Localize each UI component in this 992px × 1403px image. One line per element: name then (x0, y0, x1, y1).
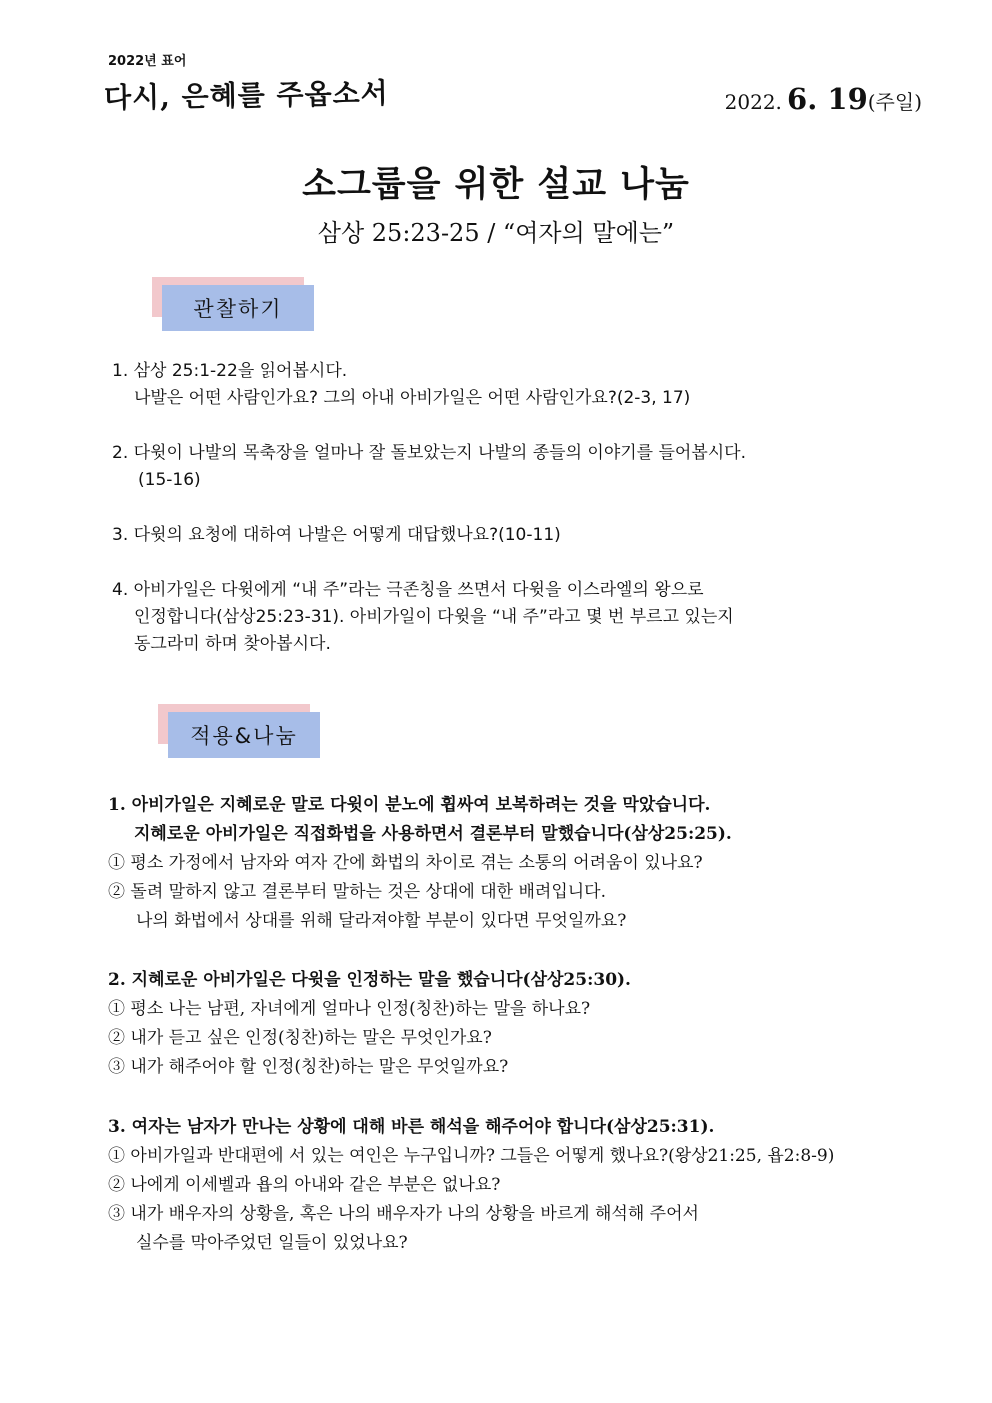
apply-question: ① 평소 나는 남편, 자녀에게 얼마나 인정(칭찬)하는 말을 하나요? (108, 999, 591, 1019)
apply-question-cont: 나의 화법에서 상대를 위해 달라져야할 부분이 있다면 무엇일까요? (136, 911, 627, 931)
apply-question: ① 평소 가정에서 남자와 여자 간에 화법의 차이로 겪는 소통의 어려움이 있나요? (108, 853, 703, 873)
observe-question-3: 3. 다윗의 요청에 대하여 나발은 어떻게 대답했나요?(10-11) (112, 525, 561, 545)
apply-section-label: 적용&나눔 (168, 712, 320, 758)
observe-question-4: 4. 아비가일은 다윗에게 “내 주”라는 극존칭을 쓰면서 다윗을 이스라엘의 왕으로 인정합니다(삼상25:23-31). 아비가일이 다윗을 “내 주”라고 몇 번 부르고 있는지 동그라미 하며 찾아봅시다. (112, 580, 734, 654)
page-subtitle: 삼상 25:23-25 / “여자의 말에는” (317, 219, 675, 247)
apply-question-cont: 실수를 막아주었던 일들이 있었나요? (136, 1233, 408, 1253)
apply-heading: 3. 여자는 남자가 만나는 상황에 대해 바른 해석을 해주어야 합니다(삼상25:31). (108, 1117, 715, 1137)
observe-question-1: 1. 삼상 25:1-22을 읽어봅시다. 나발은 어떤 사람인가요? 그의 아내 아비가일은 어떤 사람인가요?(2-3, 17) (112, 361, 691, 408)
year-motto-label: 2022년 표어 (108, 54, 187, 69)
year-motto: 다시, 은혜를 주옵소서 (103, 76, 389, 115)
apply-question: ② 내가 듣고 싶은 인정(칭찬)하는 말은 무엇인가요? (108, 1028, 492, 1048)
apply-question: ③ 내가 해주어야 할 인정(칭찬)하는 말은 무엇일까요? (108, 1057, 509, 1077)
apply-section-header (158, 704, 310, 751)
apply-heading: 1. 아비가일은 지혜로운 말로 다윗이 분노에 휩싸여 보복하려는 것을 막았습니다. (108, 795, 711, 815)
page-title: 소그룹을 위한 설교 나눔 (302, 165, 690, 205)
observe-section-header (152, 277, 304, 324)
sermon-date (725, 82, 922, 116)
apply-question: ② 돌려 말하지 않고 결론부터 말하는 것은 상대에 대한 배려입니다. (108, 882, 607, 902)
apply-heading: 2. 지혜로운 아비가일은 다윗을 인정하는 말을 했습니다(삼상25:30). (108, 970, 631, 990)
date-year: 2022. (724, 90, 782, 114)
observe-section-label: 관찰하기 (162, 285, 314, 331)
apply-question: ③ 내가 배우자의 상황을, 혹은 나의 배우자가 나의 상황을 바르게 해석해 주어서 (108, 1204, 699, 1224)
apply-section-3 (108, 1113, 834, 1258)
apply-question: ② 나에게 이세벨과 욥의 아내와 같은 부분은 없나요? (108, 1175, 501, 1195)
date-month-day: 6. 19 (787, 82, 868, 116)
apply-heading: 지혜로운 아비가일은 직접화법을 사용하면서 결론부터 말했습니다(삼상25:25). (134, 824, 732, 844)
apply-section-1 (108, 791, 732, 936)
date-day-of-week: (주일) (867, 90, 922, 114)
observe-question-2: 2. 다윗이 나발의 목축장을 얼마나 잘 돌보았는지 나발의 종들의 이야기를 들어봅시다. (15-16) (112, 443, 747, 490)
apply-section-2 (108, 966, 631, 1082)
apply-question: ① 아비가일과 반대편에 서 있는 여인은 누구입니까? 그들은 어떻게 했나요?(왕상21:25, 욥2:8-9) (108, 1146, 835, 1166)
